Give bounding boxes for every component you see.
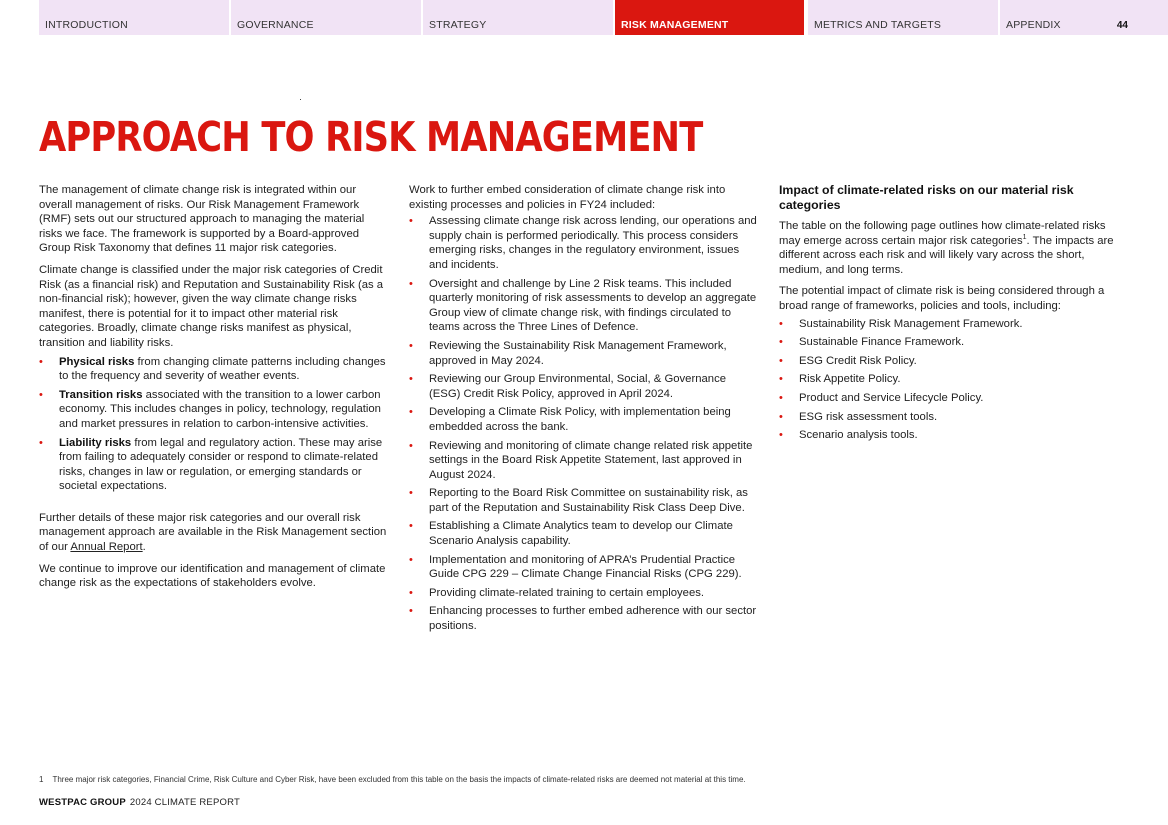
list-item: • Product and Service Lifecycle Policy. bbox=[779, 391, 1119, 406]
list-item: • Reviewing our Group Environmental, Social, & Governance (ESG) Credit Risk Policy, approved in April 2024. bbox=[409, 372, 759, 401]
list-item: • ESG risk assessment tools. bbox=[779, 410, 1119, 425]
footer-brand: WESTPAC GROUP bbox=[39, 797, 126, 808]
impact-heading: Impact of climate-related risks on our material risk categories bbox=[779, 183, 1074, 212]
further-details-end: . bbox=[142, 541, 146, 554]
paragraph-continue-improve: We continue to improve our identification and management of climate change risk as the expectations of stakeholders evolve. bbox=[39, 562, 386, 590]
desc-liability-risks: from legal and regulatory action. These may arise from failing to adequately consider or respond to climate-related risks, changes in law or regulation, or emerging standards or societal expectations. bbox=[59, 436, 383, 493]
footnote-reference[interactable]: 1 bbox=[1022, 233, 1027, 241]
frameworks-list bbox=[779, 317, 1119, 443]
list-item: • Reviewing and monitoring of climate change related risk appetite settings in the Board Risk Appetite Statement, last approved in August 2024. bbox=[409, 439, 759, 483]
tab-metrics-and-targets[interactable]: METRICS AND TARGETS bbox=[808, 0, 998, 35]
paragraph-potential-impact: The potential impact of climate risk is being considered through a broad range of frameworks, policies and tools, including: bbox=[779, 285, 1105, 312]
footer-report-title: 2024 CLIMATE REPORT bbox=[129, 797, 240, 808]
tab-governance[interactable]: GOVERNANCE bbox=[231, 0, 421, 35]
list-item: • Developing a Climate Risk Policy, with implementation being embedded across the bank. bbox=[409, 405, 759, 434]
list-item: • Sustainable Finance Framework. bbox=[779, 335, 1119, 350]
list-item: • Assessing climate change risk across lending, our operations and supply chain is performed periodically. This process considers emerging risks, changes in the regulatory environment, issues and incidents. bbox=[409, 214, 759, 272]
column-impact bbox=[779, 183, 1119, 450]
tab-appendix[interactable]: APPENDIX bbox=[1000, 0, 1168, 35]
list-item-liability-risks bbox=[39, 436, 389, 494]
term-liability-risks: Liability risks bbox=[59, 436, 132, 449]
further-details-text: Further details of these major risk categories and our overall risk management approach are available in the Risk Management section of our bbox=[39, 511, 387, 554]
page-footer bbox=[39, 797, 240, 808]
footnote-text: Three major risk categories, Financial Crime, Risk Culture and Cyber Risk, have been excluded from this table on the basis the impacts of climate-related risks are deemed not material at this time. bbox=[52, 775, 746, 784]
annual-report-link[interactable]: Annual Report bbox=[70, 541, 143, 554]
table-outline-text: The table on the following page outlines how climate-related risks may emerge across certain major risk categories bbox=[779, 220, 1106, 247]
decorative-dot bbox=[300, 99, 301, 100]
list-item: • Sustainability Risk Management Framework. bbox=[779, 317, 1119, 332]
term-physical-risks: Physical risks bbox=[59, 355, 135, 368]
paragraph-fy24-intro: Work to further embed consideration of climate change risk into existing processes and policies in FY24 included: bbox=[409, 184, 726, 211]
column-intro bbox=[39, 183, 389, 598]
list-item-physical-risks bbox=[39, 355, 389, 384]
table-outline-end: . The impacts are different across each risk and will likely vary across the short, medium, and long terms. bbox=[779, 234, 1114, 276]
list-item: • Implementation and monitoring of APRA’s Prudential Practice Guide CPG 229 – Climate Change Financial Risks (CPG 229). bbox=[409, 553, 759, 582]
list-item: • Risk Appetite Policy. bbox=[779, 372, 1119, 387]
paragraph-further-details bbox=[39, 511, 389, 555]
list-item: • Reviewing the Sustainability Risk Management Framework, approved in May 2024. bbox=[409, 339, 759, 368]
list-item: • Enhancing processes to further embed adherence with our sector positions. bbox=[409, 604, 759, 633]
tab-strategy[interactable]: STRATEGY bbox=[423, 0, 613, 35]
paragraph-table-outline bbox=[779, 219, 1119, 277]
tab-introduction[interactable]: INTRODUCTION bbox=[39, 0, 229, 35]
paragraph-rmf: The management of climate change risk is integrated within our overall management of risks. Our Risk Management Framework (RMF) sets out our structured approach to managing the material risks we face. The framework is supported by a Board-approved Group Risk Taxonomy that defines 11 major risk categories. bbox=[39, 184, 365, 255]
risk-type-list bbox=[39, 355, 389, 494]
page-number: 44 bbox=[1116, 20, 1128, 31]
tab-risk-management[interactable]: RISK MANAGEMENT bbox=[615, 0, 804, 35]
top-navigation bbox=[39, 0, 1168, 35]
list-item: • Providing climate-related training to certain employees. bbox=[409, 586, 759, 601]
list-item-transition-risks bbox=[39, 388, 389, 432]
list-item: • ESG Credit Risk Policy. bbox=[779, 354, 1119, 369]
page-title: APPROACH TO RISK MANAGEMENT bbox=[39, 113, 703, 161]
fy24-initiatives-list bbox=[409, 214, 759, 633]
footnote-number: 1 bbox=[39, 775, 44, 784]
paragraph-classification: Climate change is classified under the major risk categories of Credit Risk (as a financial risk) and Reputation and Sustainability Risk (as a non-financial risk); however, given the way climate change risks manifest, there is potential for it to impact other material risk categories. Broadly, climate change risks manifest as physical, transition and liability risks. bbox=[39, 263, 384, 349]
list-item: • Scenario analysis tools. bbox=[779, 428, 1119, 443]
list-item: • Oversight and challenge by Line 2 Risk teams. This included quarterly monitoring of risk assessments to develop an aggregate Group view of climate change risk, with findings circulated to teams across the Three Lines of Defence. bbox=[409, 277, 759, 335]
desc-physical-risks: from changing climate patterns including changes to the frequency and severity of weather events. bbox=[59, 355, 386, 383]
footnote bbox=[39, 775, 746, 784]
term-transition-risks: Transition risks bbox=[59, 388, 143, 401]
list-item: • Reporting to the Board Risk Committee on sustainability risk, as part of the Reputation and Sustainability Risk Class Deep Dive. bbox=[409, 486, 759, 515]
desc-transition-risks: associated with the transition to a lower carbon economy. This includes changes in policy, technology, regulation and market pressures in relation to carbon-intensive activities. bbox=[59, 388, 381, 430]
list-item: • Establishing a Climate Analytics team to develop our Climate Scenario Analysis capability. bbox=[409, 519, 759, 548]
column-fy24-work bbox=[409, 183, 759, 641]
